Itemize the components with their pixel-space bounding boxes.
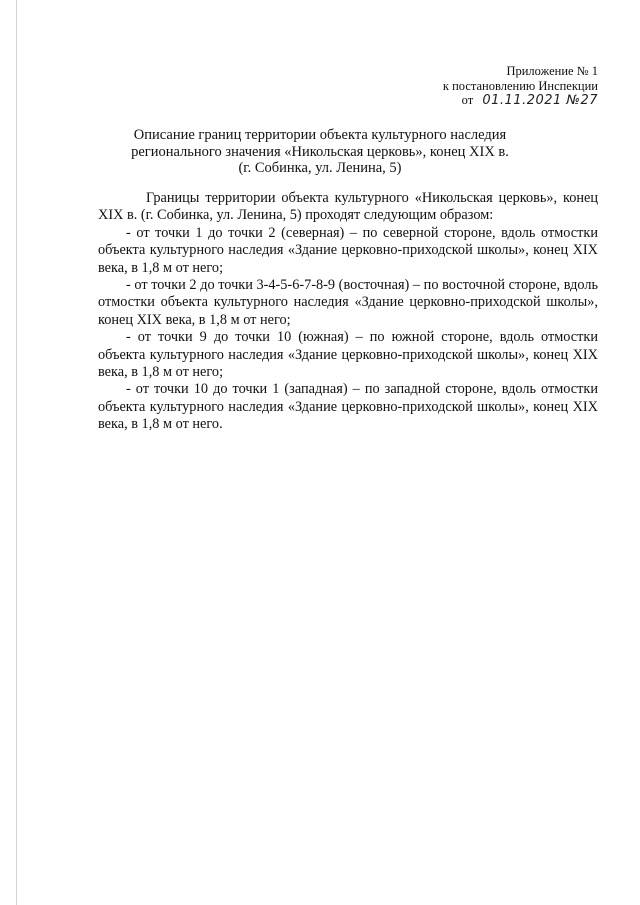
document-body	[98, 190, 598, 434]
body-intro-paragraph: Границы территории объекта культурного «Никольская церковь», конец XIX в. (г. Собинка, ул. Ленина, 5) проходят следующим образом:	[98, 190, 598, 224]
page-edge-line	[16, 0, 17, 905]
appendix-reference: к постановлению Инспекции	[442, 78, 598, 93]
title-line-2: регионального значения «Никольская церковь», конец XIX в.	[131, 143, 509, 160]
appendix-date-line	[443, 93, 598, 109]
boundary-item-north: - от точки 1 до точки 2 (северная) – по северной стороне, вдоль отмостки объекта культурного наследия «Здание церковно-приходской школы», конец XIX века, в 1,8 м от него;	[98, 224, 598, 276]
handwritten-date-number: 01.11.2021 №27	[482, 93, 598, 108]
appendix-number: Приложение № 1	[506, 64, 598, 78]
document-title	[120, 127, 520, 177]
appendix-date-prefix: от	[461, 93, 474, 107]
boundary-item-west: - от точки 10 до точки 1 (западная) – по западной стороне, вдоль отмостки объекта культурного наследия «Здание церковно-приходской школы», конец XIX века, в 1,8 м от него.	[98, 381, 598, 433]
title-line-3: (г. Собинка, ул. Ленина, 5)	[238, 160, 402, 176]
title-line-1: Описание границ территории объекта культурного наследия	[133, 127, 507, 143]
boundary-item-south: - от точки 9 до точки 10 (южная) – по южной стороне, вдоль отмостки объекта культурного наследия «Здание церковно-приходской школы», конец XIX века, в 1,8 м от него;	[98, 329, 598, 381]
appendix-header	[443, 64, 598, 109]
boundary-item-east: - от точки 2 до точки 3-4-5-6-7-8-9 (восточная) – по восточной стороне, вдоль отмостки объекта культурного наследия «Здание церковно-приходской школы», конец XIX века, в 1,8 м от него;	[98, 277, 598, 328]
